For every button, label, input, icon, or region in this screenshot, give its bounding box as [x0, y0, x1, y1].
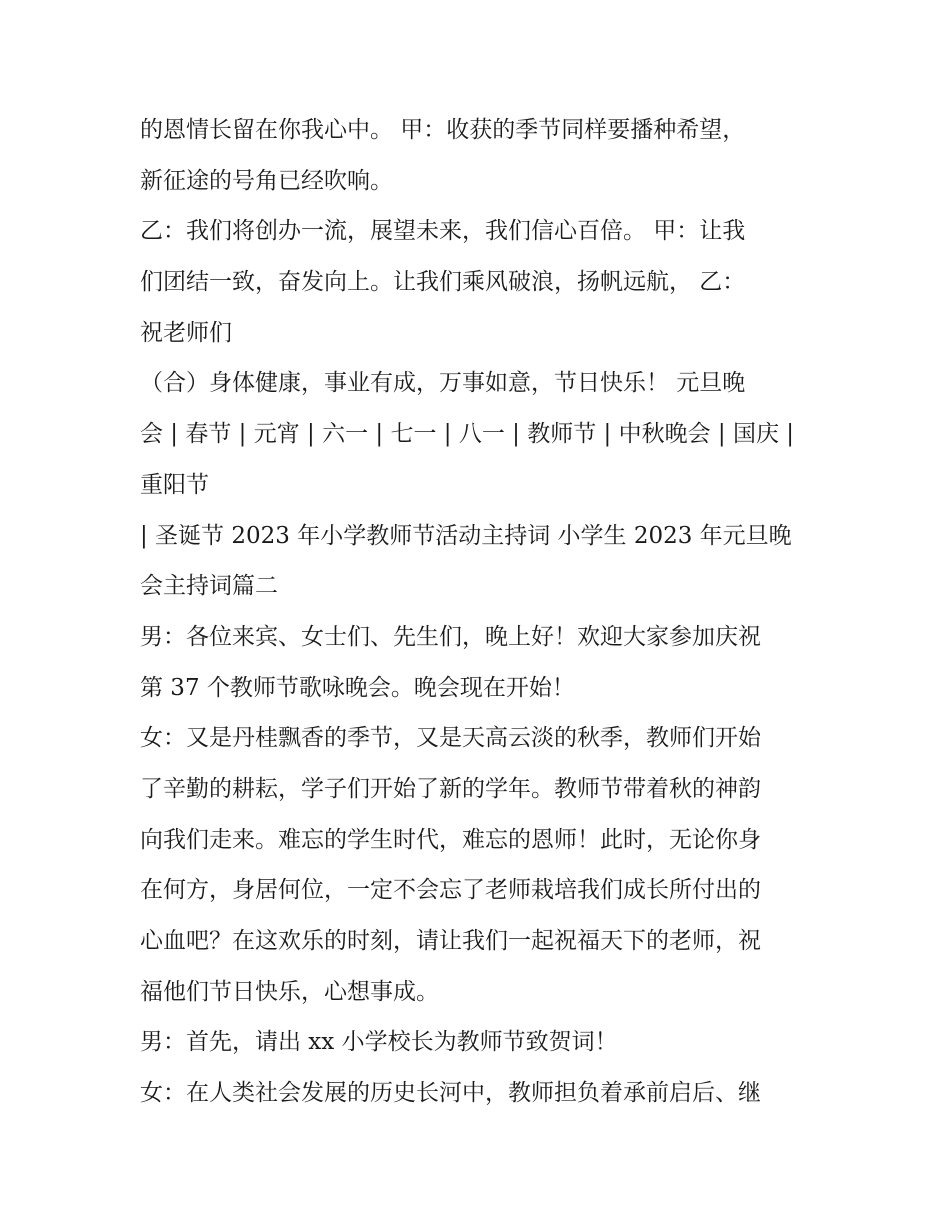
text-line: 的恩情长留在你我心中。 甲：收获的季节同样要播种希望，	[140, 117, 746, 143]
text-line: 乙：我们将创办一流，展望未来，我们信心百倍。 甲：让我	[140, 218, 746, 245]
text-line: 祝老师们	[140, 319, 232, 346]
text-line: 会主持词篇二	[140, 573, 278, 600]
text-line: 福他们节日快乐，心想事成。	[140, 978, 439, 1005]
text-line: 了辛勤的耕耘，学子们开始了新的学年。教师节带着秋的神韵	[140, 775, 761, 802]
text-line: 会 | 春节 | 元宵 | 六一 | 七一 | 八一 | 教师节 | 中秋晚会 | 国庆 |	[140, 421, 795, 448]
text-line: | 圣诞节 2023 年小学教师节活动主持词 小学生 2023 年元旦晚	[140, 522, 792, 549]
text-line: 女：又是丹桂飘香的季节，又是天高云淡的秋季，教师们开始	[140, 725, 761, 752]
text-line: 男：首先，请出 xx 小学校长为教师节致贺词！	[140, 1029, 618, 1056]
text-line: （合）身体健康，事业有成，万事如意，节日快乐！ 元旦晚	[140, 370, 746, 397]
body-text	[140, 105, 830, 1119]
text-line: 在何方，身居何位，一定不会忘了老师栽培我们成长所付出的	[140, 877, 761, 904]
text-line: 重阳节	[140, 471, 209, 498]
text-line: 女：在人类社会发展的历史长河中，教师担负着承前启后、继	[140, 1080, 761, 1107]
text-line: 男：各位来宾、女士们、先生们，晚上好！欢迎大家参加庆祝	[140, 623, 761, 650]
text-line: 向我们走来。难忘的学生时代，难忘的恩师！此时，无论你身	[140, 826, 761, 853]
text-line: 新征途的号角已经吹响。	[140, 167, 393, 194]
text-line: 们团结一致，奋发向上。让我们乘风破浪，扬帆远航， 乙：	[140, 269, 746, 296]
text-line: 心血吧？在这欢乐的时刻，请让我们一起祝福天下的老师，祝	[140, 928, 761, 954]
text-line: 第 37 个教师节歌咏晚会。晚会现在开始！	[140, 674, 575, 701]
